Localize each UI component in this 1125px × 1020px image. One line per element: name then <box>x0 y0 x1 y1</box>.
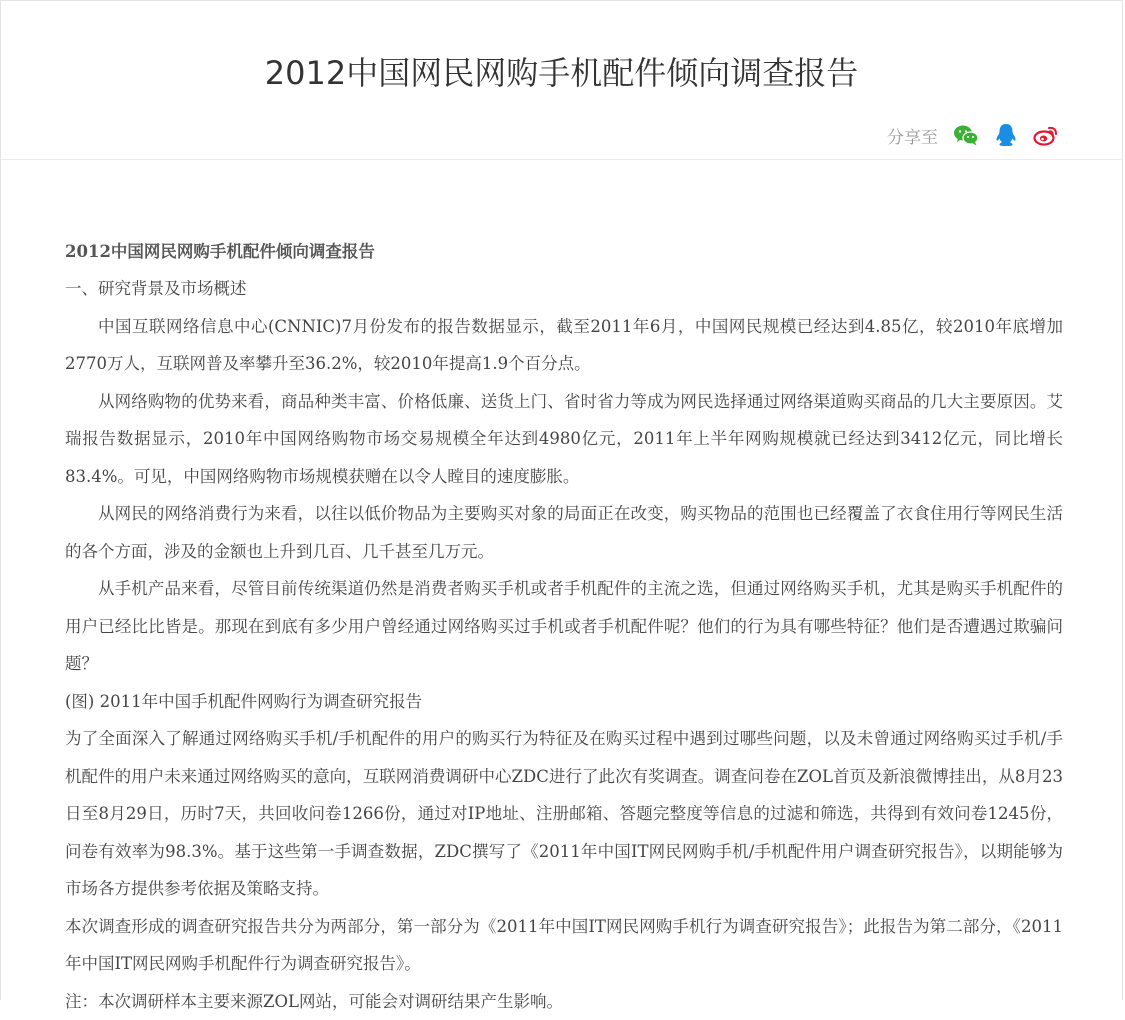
figure-caption: (图) 2011年中国手机配件网购行为调查研究报告 <box>65 683 1063 721</box>
paragraph: 本次调查形成的调查研究报告共分为两部分，第一部分为《2011年中国IT网民网购手机行为调查研究报告》；此报告为第二部分，《2011年中国IT网民网购手机配件行为调查研究报告》。 <box>65 908 1063 983</box>
article-header <box>1 1 1122 160</box>
paragraph: 从网络购物的优势来看，商品种类丰富、价格低廉、送货上门、省时省力等成为网民选择通过网络渠道购买商品的几大主要原因。艾瑞报告数据显示，2010年中国网络购物市场交易规模全年达到4980亿元，2011年上半年网购规模就已经达到3412亿元，同比增长83.4%。可见，中国网络购物市场规模获赠在以令人瞠目的速度膨胀。 <box>65 383 1063 496</box>
paragraph: 为了全面深入了解通过网络购买手机/手机配件的用户的购买行为特征及在购买过程中遇到过哪些问题，以及未曾通过网络购买过手机/手机配件的用户未来通过网络购买的意向，互联网消费调研中心ZDC进行了此次有奖调查。调查问卷在ZOL首页及新浪微博挂出，从8月23日至8月29日，历时7天，共回收问卷1266份，通过对IP地址、注册邮箱、答题完整度等信息的过滤和筛选，共得到有效问卷1245份，问卷有效率为98.3%。基于这些第一手调查数据，ZDC撰写了《2011年中国IT网民网购手机/手机配件用户调查研究报告》，以期能够为市场各方提供参考依据及策略支持。 <box>65 720 1063 908</box>
note-paragraph: 注：本次调研样本主要来源ZOL网站，可能会对调研结果产生影响。 <box>65 983 1063 1020</box>
wechat-icon[interactable] <box>952 121 980 149</box>
weibo-icon[interactable] <box>1032 121 1060 149</box>
article-body <box>65 233 1063 1020</box>
page-title: 2012中国网民网购手机配件倾向调查报告 <box>1 53 1122 93</box>
paragraph: 从网民的网络消费行为来看，以往以低价物品为主要购买对象的局面正在改变，购买物品的范围也已经覆盖了衣食住用行等网民生活的各个方面，涉及的金额也上升到几百、几千甚至几万元。 <box>65 495 1063 570</box>
qq-icon[interactable] <box>992 121 1020 149</box>
share-bar <box>887 121 1060 149</box>
share-label: 分享至 <box>887 123 938 148</box>
paragraph: 中国互联网络信息中心(CNNIC)7月份发布的报告数据显示，截至2011年6月，中国网民规模已经达到4.85亿，较2010年底增加2770万人，互联网普及率攀升至36.2%，较2010年提高1.9个百分点。 <box>65 308 1063 383</box>
section-heading: 一、研究背景及市场概述 <box>65 270 1063 308</box>
paragraph: 从手机产品来看，尽管目前传统渠道仍然是消费者购买手机或者手机配件的主流之选，但通过网络购买手机，尤其是购买手机配件的用户已经比比皆是。那现在到底有多少用户曾经通过网络购买过手机或者手机配件呢？他们的行为具有哪些特征？他们是否遭遇过欺骗问题？ <box>65 570 1063 683</box>
document-title: 2012中国网民网购手机配件倾向调查报告 <box>65 233 1063 270</box>
